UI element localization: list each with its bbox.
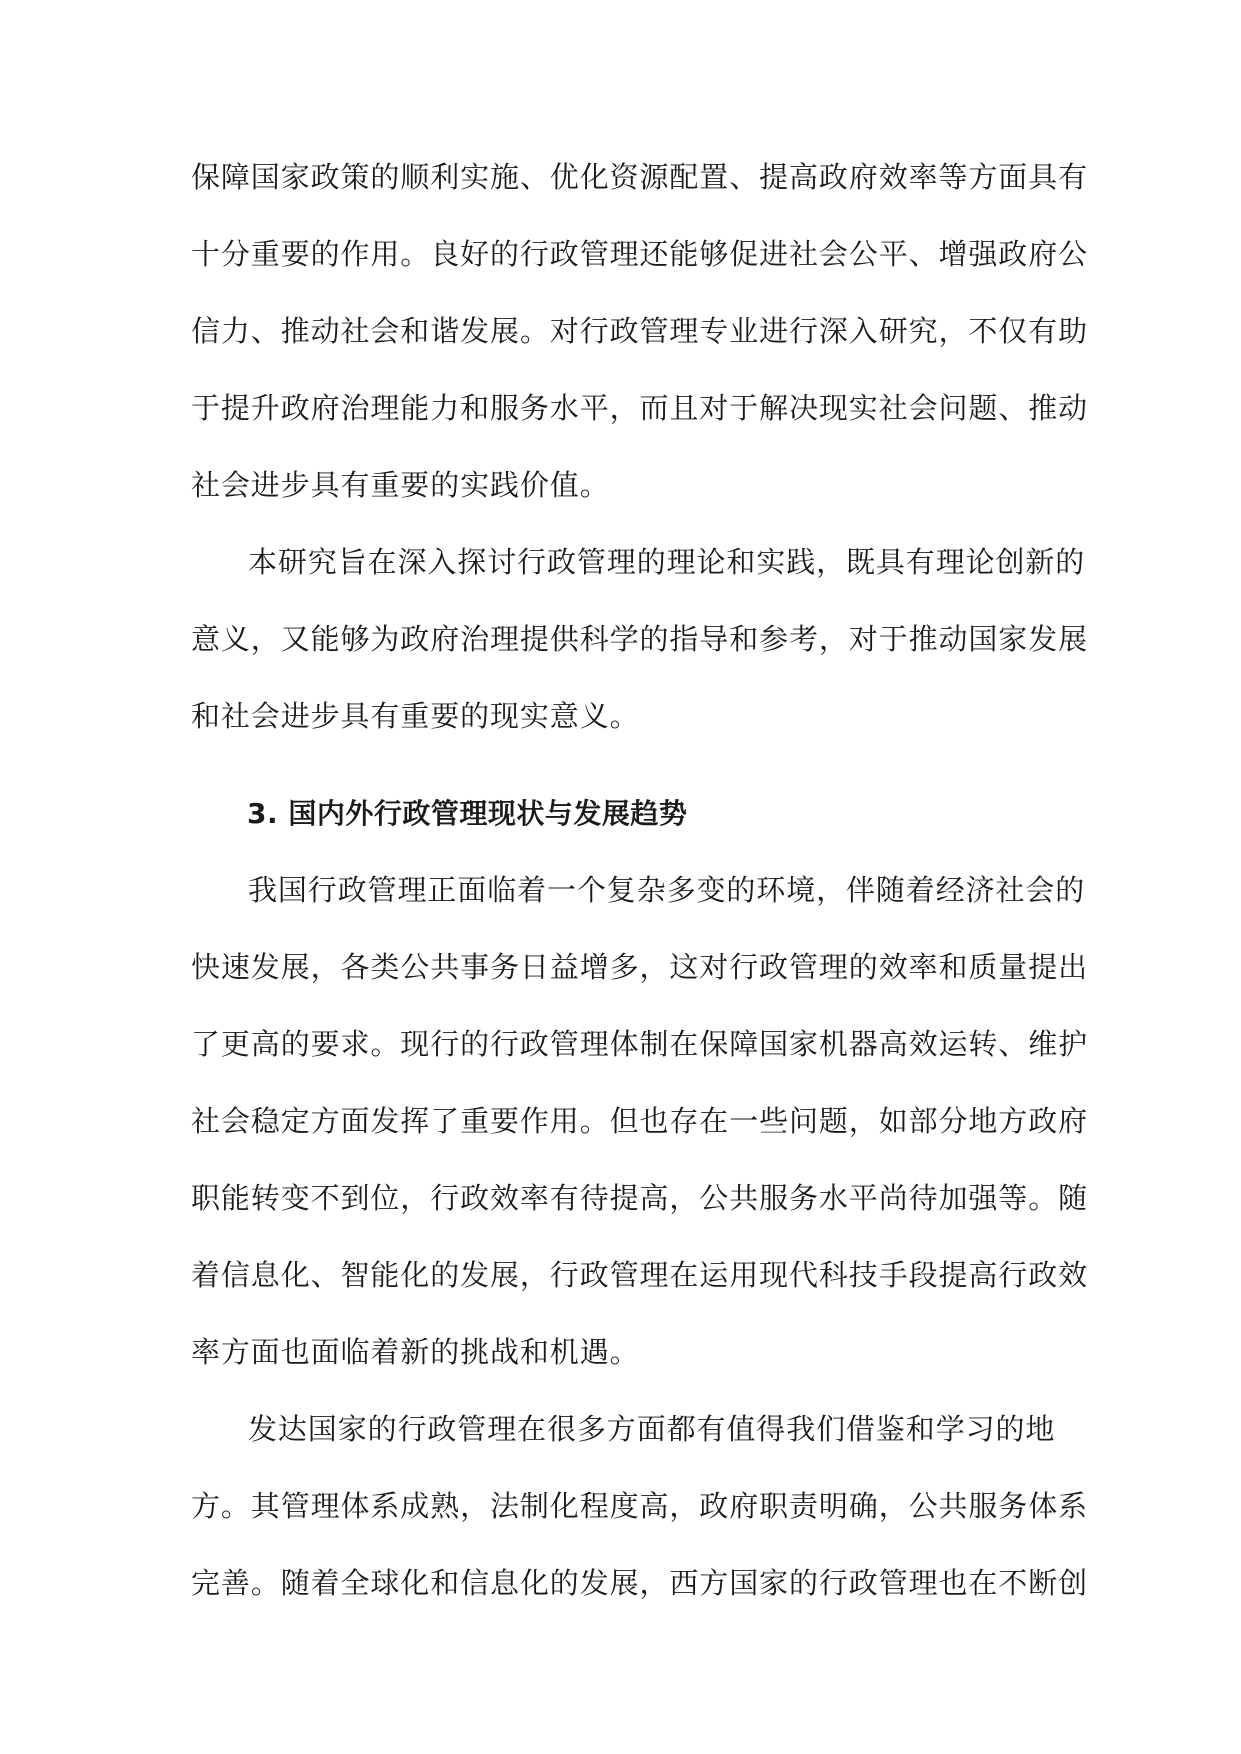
text-line: 社会稳定方面发挥了重要作用。但也存在一些问题，如部分地方政府	[191, 1104, 1089, 1138]
text-line: 发达国家的行政管理在很多方面都有值得我们借鉴和学习的地	[248, 1412, 1056, 1446]
text-line: 职能转变不到位，行政效率有待提高，公共服务水平尚待加强等。随	[191, 1181, 1089, 1215]
text-line: 保障国家政策的顺利实施、优化资源配置、提高政府效率等方面具有	[191, 160, 1089, 194]
text-line: 社会进步具有重要的实践价值。	[191, 468, 610, 502]
text-line: 了更高的要求。现行的行政管理体制在保障国家机器高效运转、维护	[191, 1027, 1089, 1061]
section-gap	[191, 755, 1051, 775]
text-line: 十分重要的作用。良好的行政管理还能够促进社会公平、增强政府公	[191, 237, 1089, 271]
text-line: 和社会进步具有重要的现实意义。	[191, 699, 640, 733]
text-line: 着信息化、智能化的发展，行政管理在运用现代科技手段提高行政效	[191, 1258, 1089, 1292]
text-line: 意义，又能够为政府治理提供科学的指导和参考，对于推动国家发展	[191, 622, 1089, 656]
text-line: 率方面也面临着新的挑战和机遇。	[191, 1335, 640, 1369]
section-heading: 3. 国内外行政管理现状与发展趋势	[247, 797, 688, 830]
paragraph-3	[191, 852, 1089, 1391]
text-line: 快速发展，各类公共事务日益增多，这对行政管理的效率和质量提出	[191, 950, 1089, 984]
text-line: 我国行政管理正面临着一个复杂多变的环境，伴随着经济社会的	[248, 873, 1086, 907]
text-line: 于提升政府治理能力和服务水平，而且对于解决现实社会问题、推动	[191, 391, 1089, 425]
text-line: 本研究旨在深入探讨行政管理的理论和实践，既具有理论创新的	[248, 545, 1086, 579]
text-line: 方。其管理体系成熟，法制化程度高，政府职责明确，公共服务体系	[191, 1489, 1089, 1523]
paragraph-1	[191, 139, 1089, 524]
text-line: 完善。随着全球化和信息化的发展，西方国家的行政管理也在不断创	[191, 1566, 1089, 1600]
paragraph-2	[191, 524, 1089, 755]
text-line: 信力、推动社会和谐发展。对行政管理专业进行深入研究，不仅有助	[191, 314, 1089, 348]
paragraph-4	[191, 1391, 1089, 1622]
document-page	[191, 139, 1089, 1622]
